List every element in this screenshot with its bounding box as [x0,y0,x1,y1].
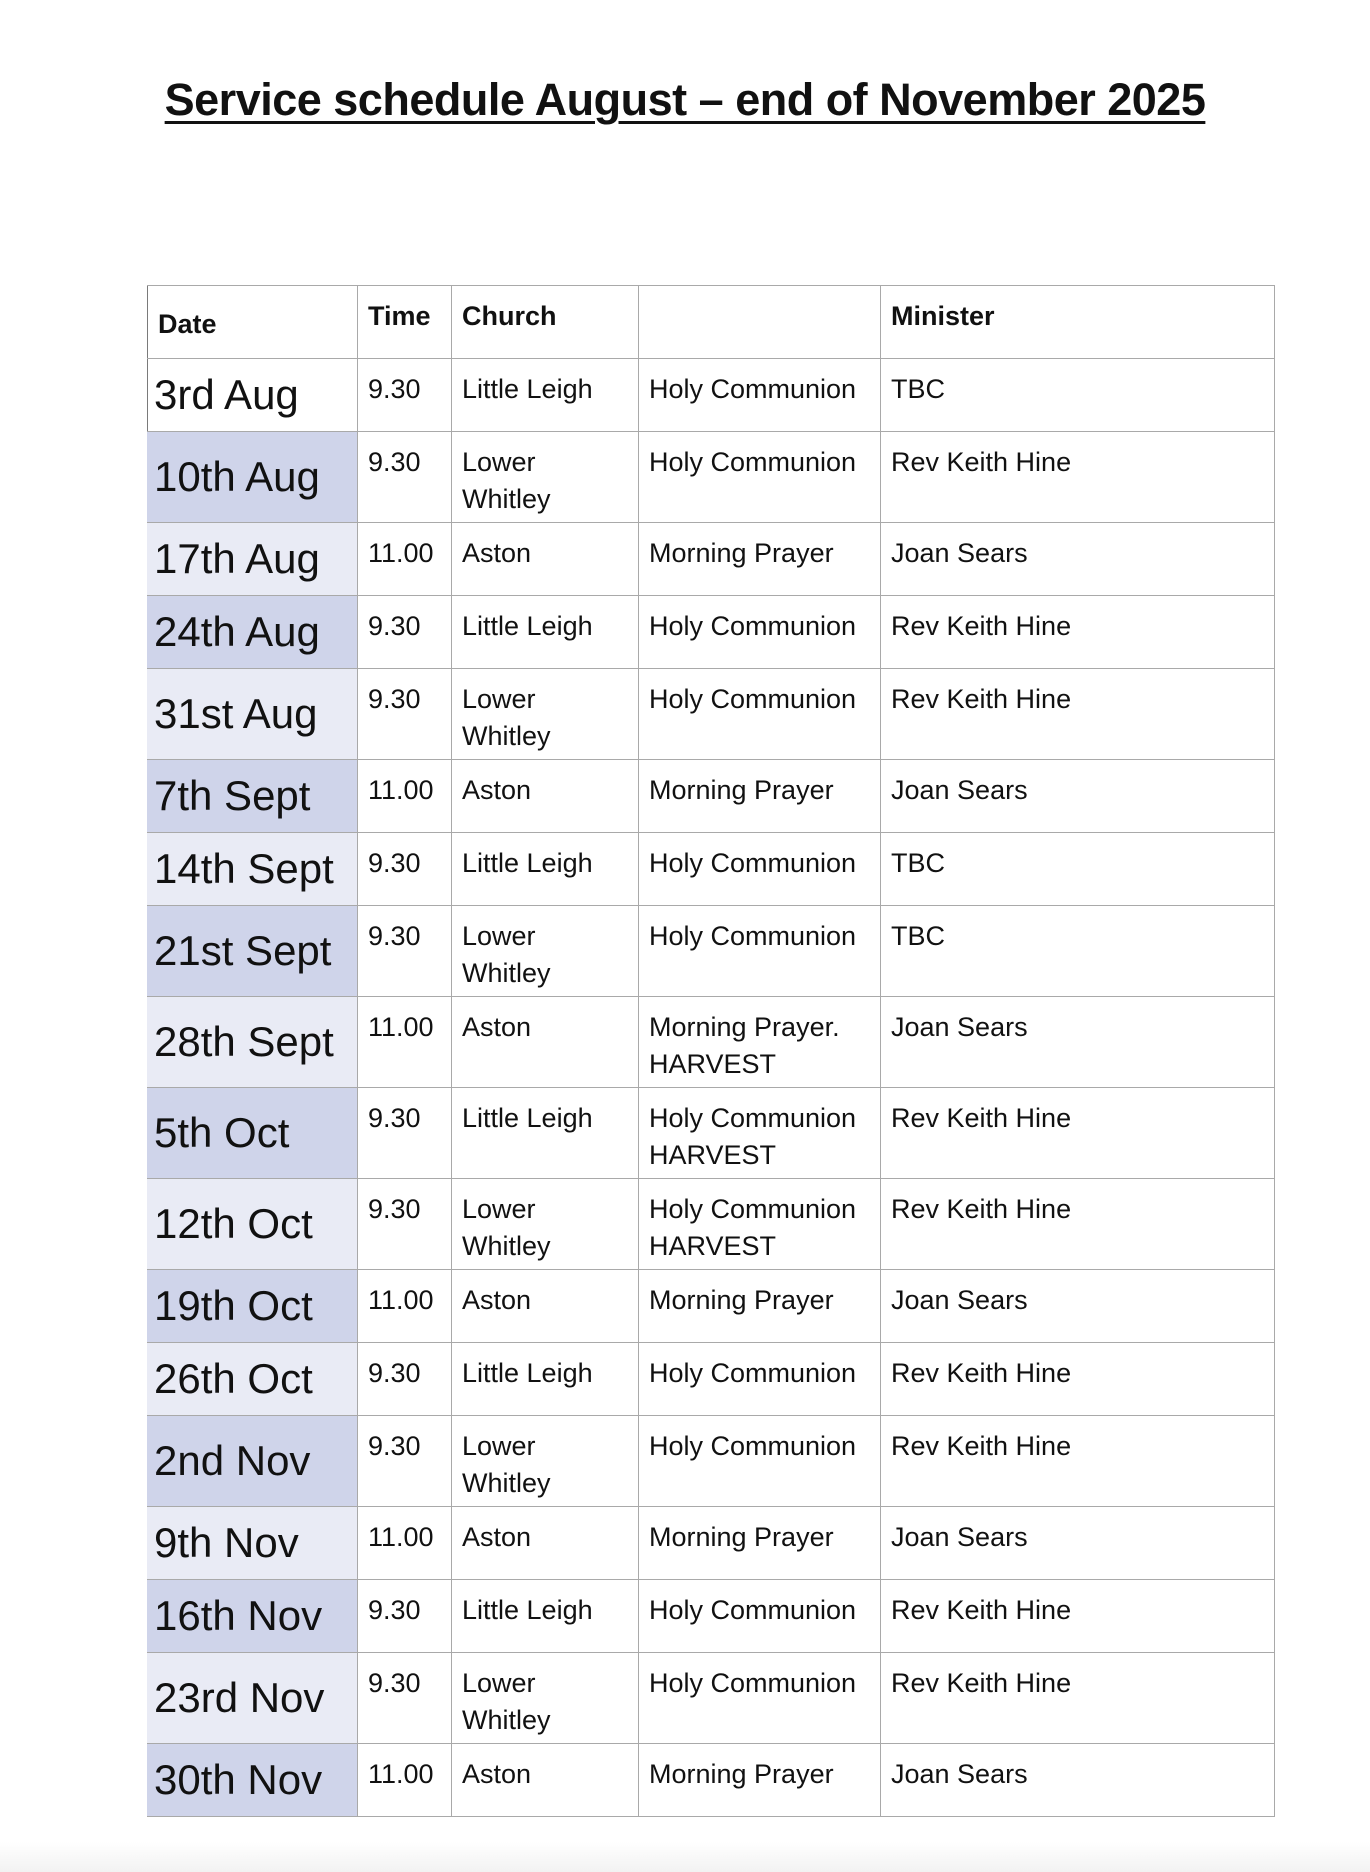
table-row [148,1580,1275,1653]
table-row [148,1653,1275,1744]
time-cell: 11.00 [358,1270,452,1343]
table-row [148,669,1275,760]
service-cell: Holy Communion [639,1653,881,1744]
page-title-text: Service schedule August – end of November 2025 [164,74,1206,125]
table-row [148,906,1275,997]
minister-cell: Rev Keith Hine [881,1580,1275,1653]
minister-cell: Rev Keith Hine [881,1653,1275,1744]
table-row [148,760,1275,833]
date-cell: 10th Aug [148,432,358,523]
church-cell: Little Leigh [452,1343,639,1416]
service-cell: Holy Communion [639,1416,881,1507]
time-cell: 9.30 [358,432,452,523]
church-cell: Lower Whitley [452,1179,639,1270]
church-cell: Lower Whitley [452,669,639,760]
date-cell: 19th Oct [148,1270,358,1343]
church-cell: Aston [452,523,639,596]
time-cell: 9.30 [358,669,452,760]
church-cell: Aston [452,1744,639,1817]
table-row [148,1179,1275,1270]
church-cell: Lower Whitley [452,432,639,523]
page-title [0,74,1370,126]
date-cell: 30th Nov [148,1744,358,1817]
time-cell: 9.30 [358,906,452,997]
minister-cell: TBC [881,906,1275,997]
minister-cell: Rev Keith Hine [881,1088,1275,1179]
minister-cell: Rev Keith Hine [881,596,1275,669]
minister-cell: Joan Sears [881,1270,1275,1343]
service-cell: Holy Communion [639,359,881,432]
minister-cell: Rev Keith Hine [881,432,1275,523]
table-row [148,1088,1275,1179]
date-cell: 26th Oct [148,1343,358,1416]
minister-cell: Rev Keith Hine [881,669,1275,760]
time-cell: 9.30 [358,596,452,669]
service-cell: Morning Prayer [639,523,881,596]
header-date: Date [148,286,358,359]
header-church: Church [452,286,639,359]
service-cell: Holy Communion [639,833,881,906]
minister-cell: Rev Keith Hine [881,1416,1275,1507]
minister-cell: Joan Sears [881,1744,1275,1817]
time-cell: 11.00 [358,1507,452,1580]
date-cell: 14th Sept [148,833,358,906]
service-cell: Holy Communion [639,669,881,760]
time-cell: 9.30 [358,1088,452,1179]
service-cell: Holy Communion [639,432,881,523]
time-cell: 11.00 [358,997,452,1088]
date-cell: 5th Oct [148,1088,358,1179]
time-cell: 11.00 [358,1744,452,1817]
service-schedule-table [147,285,1275,1817]
table-row [148,1416,1275,1507]
date-cell: 24th Aug [148,596,358,669]
schedule-body [148,359,1275,1817]
page-bottom-shadow [0,1842,1370,1872]
service-cell: Morning Prayer [639,1507,881,1580]
church-cell: Aston [452,1270,639,1343]
table-row [148,432,1275,523]
minister-cell: Joan Sears [881,1507,1275,1580]
service-cell: Holy Communion [639,1580,881,1653]
minister-cell: Joan Sears [881,760,1275,833]
table-header-row [148,286,1275,359]
church-cell: Aston [452,1507,639,1580]
minister-cell: TBC [881,833,1275,906]
header-time: Time [358,286,452,359]
time-cell: 9.30 [358,1179,452,1270]
service-cell: Morning Prayer. HARVEST [639,997,881,1088]
service-cell: Morning Prayer [639,1270,881,1343]
church-cell: Lower Whitley [452,906,639,997]
minister-cell: Joan Sears [881,523,1275,596]
date-cell: 17th Aug [148,523,358,596]
service-cell: Holy Communion [639,906,881,997]
table-row [148,359,1275,432]
table-row [148,1744,1275,1817]
date-cell: 3rd Aug [148,359,358,432]
church-cell: Aston [452,997,639,1088]
date-cell: 31st Aug [148,669,358,760]
date-cell: 2nd Nov [148,1416,358,1507]
church-cell: Little Leigh [452,359,639,432]
table-row [148,1343,1275,1416]
church-cell: Lower Whitley [452,1653,639,1744]
header-service [639,286,881,359]
date-cell: 7th Sept [148,760,358,833]
church-cell: Aston [452,760,639,833]
church-cell: Lower Whitley [452,1416,639,1507]
table-row [148,833,1275,906]
church-cell: Little Leigh [452,1088,639,1179]
time-cell: 9.30 [358,1343,452,1416]
church-cell: Little Leigh [452,1580,639,1653]
minister-cell: Joan Sears [881,997,1275,1088]
minister-cell: Rev Keith Hine [881,1343,1275,1416]
time-cell: 9.30 [358,1416,452,1507]
minister-cell: TBC [881,359,1275,432]
service-cell: Morning Prayer [639,1744,881,1817]
church-cell: Little Leigh [452,833,639,906]
time-cell: 11.00 [358,523,452,596]
date-cell: 9th Nov [148,1507,358,1580]
date-cell: 16th Nov [148,1580,358,1653]
date-cell: 21st Sept [148,906,358,997]
date-cell: 28th Sept [148,997,358,1088]
time-cell: 9.30 [358,1580,452,1653]
table-row [148,1270,1275,1343]
date-cell: 23rd Nov [148,1653,358,1744]
service-cell: Holy Communion HARVEST [639,1088,881,1179]
table-row [148,523,1275,596]
header-minister: Minister [881,286,1275,359]
service-cell: Morning Prayer [639,760,881,833]
table-row [148,596,1275,669]
table-row [148,1507,1275,1580]
time-cell: 9.30 [358,359,452,432]
table-row [148,997,1275,1088]
time-cell: 11.00 [358,760,452,833]
time-cell: 9.30 [358,833,452,906]
church-cell: Little Leigh [452,596,639,669]
time-cell: 9.30 [358,1653,452,1744]
service-cell: Holy Communion [639,596,881,669]
date-cell: 12th Oct [148,1179,358,1270]
minister-cell: Rev Keith Hine [881,1179,1275,1270]
service-cell: Holy Communion HARVEST [639,1179,881,1270]
service-cell: Holy Communion [639,1343,881,1416]
